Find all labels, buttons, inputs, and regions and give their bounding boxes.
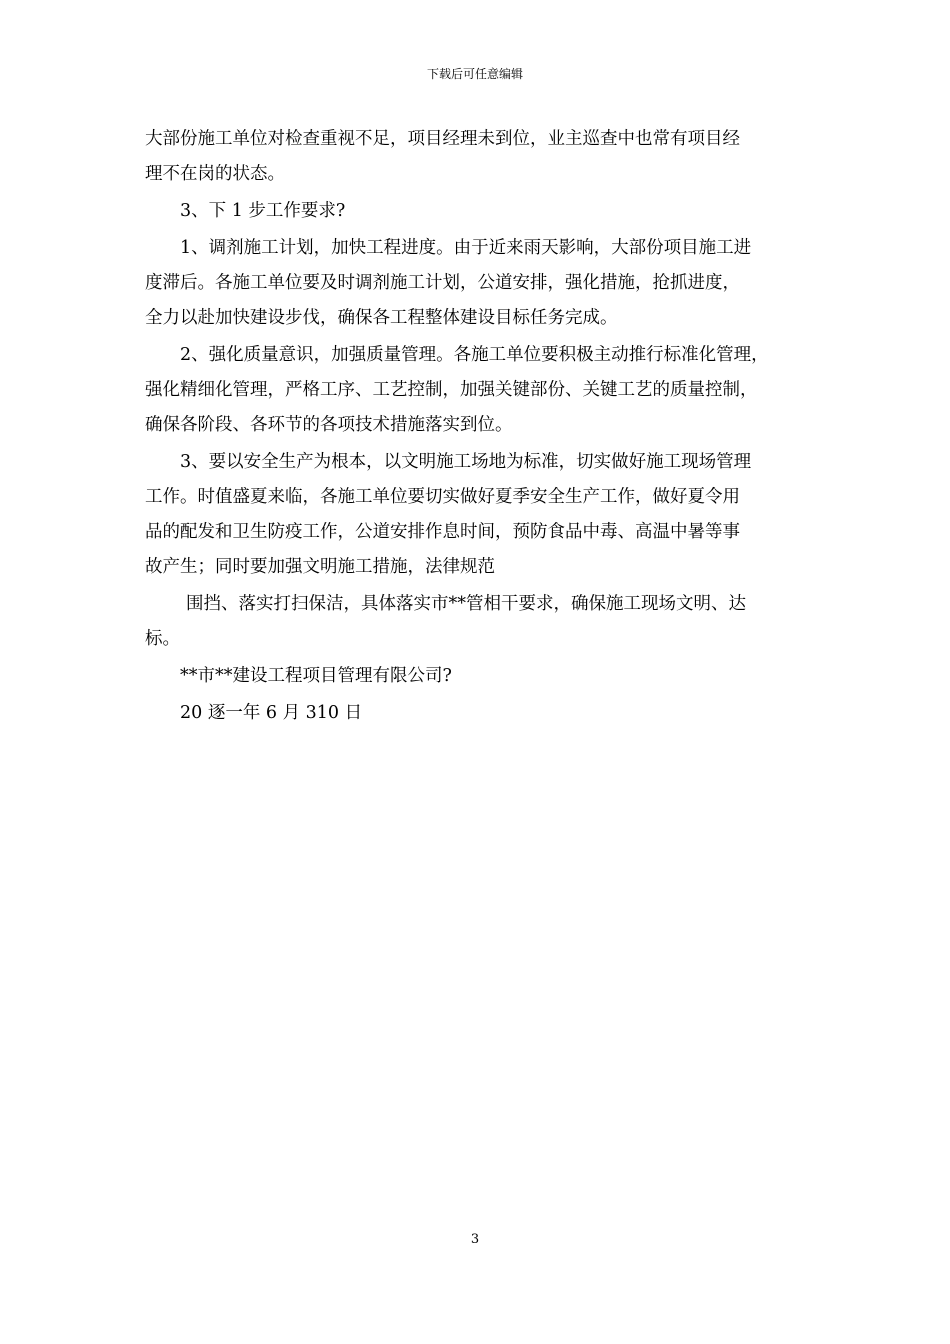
signature-company — [145, 659, 815, 694]
paragraph-4 — [145, 338, 815, 443]
paragraph-line: 工作。时值盛夏来临，各施工单位要切实做好夏季安全生产工作，做好夏令用 — [145, 487, 740, 507]
paragraph-line: 度滞后。各施工单位要及时调剂施工计划，公道安排，强化措施，抢抓进度， — [145, 273, 740, 293]
paragraph-line: 3、要以安全生产为根本，以文明施工场地为标准，切实做好施工现场管理 — [180, 452, 752, 472]
paragraph-line: 围挡、落实打扫保洁，具体落实市**管相干要求，确保施工现场文明、达 — [186, 594, 746, 614]
paragraph-line: 强化精细化管理，严格工序、工艺控制，加强关键部份、关键工艺的质量控制， — [145, 380, 758, 400]
paragraph-5 — [145, 445, 815, 585]
paragraph-line: 3、下 1 步工作要求? — [180, 201, 346, 221]
paragraph-6 — [145, 587, 815, 657]
paragraph-3 — [145, 231, 815, 336]
paragraph-line: 全力以赴加快建设步伐，确保各工程整体建设目标任务完成。 — [145, 308, 618, 328]
signature-date — [145, 696, 815, 731]
paragraph-line: **市**建设工程项目管理有限公司? — [180, 666, 452, 686]
page-number: 3 — [470, 1232, 480, 1247]
document-body — [145, 122, 815, 733]
paragraph-line: 确保各阶段、各环节的各项技术措施落实到位。 — [145, 415, 513, 435]
paragraph-line: 品的配发和卫生防疫工作，公道安排作息时间，预防食品中毒、高温中暑等事 — [145, 522, 740, 542]
paragraph-line: 理不在岗的状态。 — [145, 164, 285, 184]
paragraph-line: 1、调剂施工计划，加快工程进度。由于近来雨天影响，大部份项目施工进 — [180, 238, 752, 258]
paragraph-line: 2、强化质量意识，加强质量管理。各施工单位要积极主动推行标准化管理， — [180, 345, 769, 365]
page-footer — [0, 1232, 950, 1248]
paragraph-line: 故产生；同时要加强文明施工措施，法律规范 — [145, 557, 495, 577]
paragraph-line: 大部份施工单位对检查重视不足，项目经理未到位，业主巡查中也常有项目经 — [145, 129, 740, 149]
paragraph-2-section-heading — [145, 194, 815, 229]
page-header — [0, 66, 950, 82]
paragraph-line: 20 逐一年 6 月 310 日 — [180, 703, 363, 723]
paragraph-1 — [145, 122, 815, 192]
paragraph-line: 标。 — [145, 629, 180, 649]
header-text: 下载后可任意编辑 — [426, 67, 523, 81]
